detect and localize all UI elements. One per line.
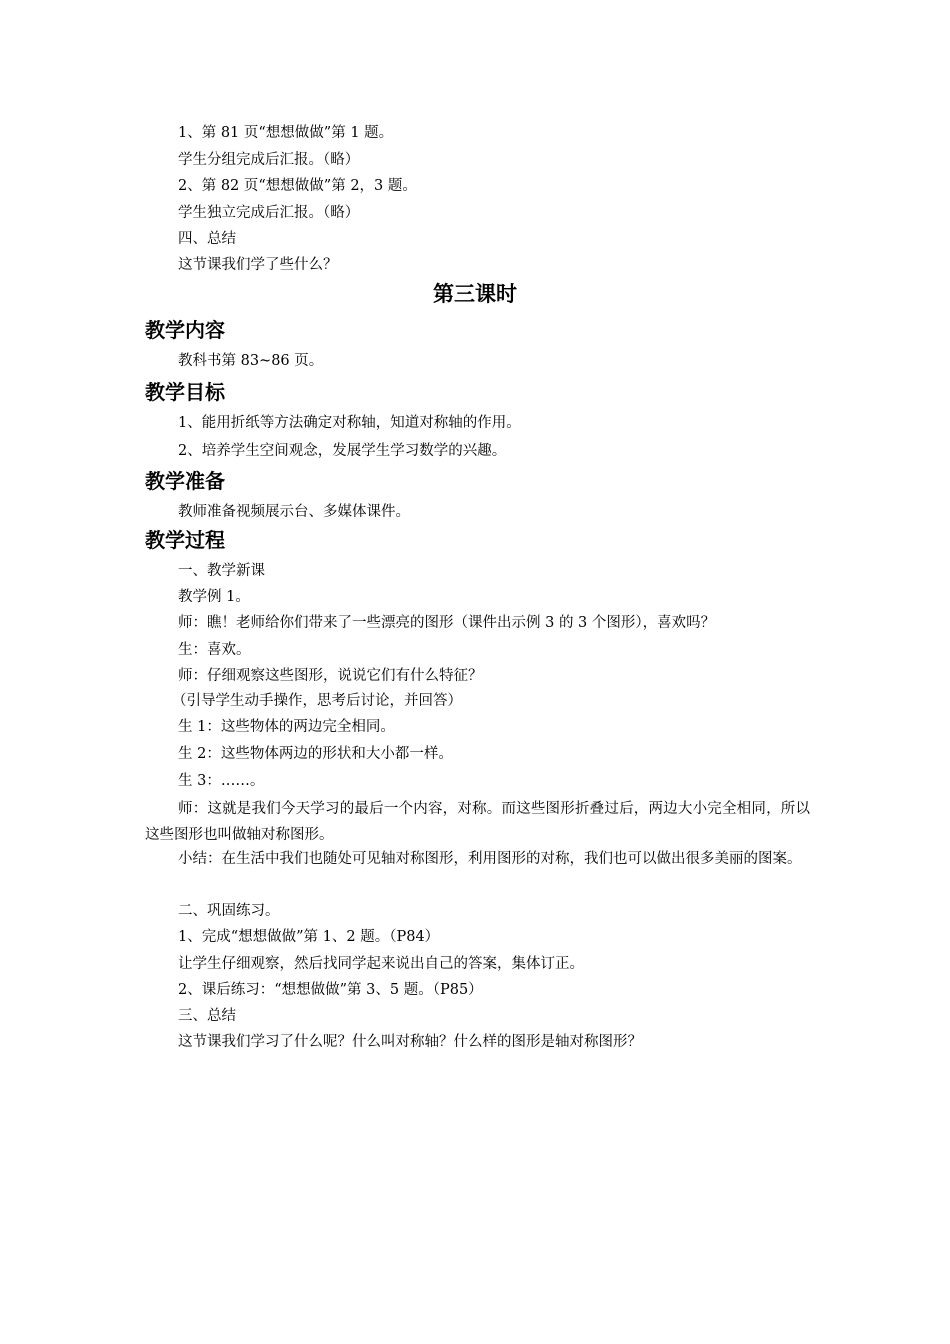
intro-line: 这节课我们学了些什么？: [178, 257, 338, 273]
intro-line: 学生独立完成后汇报。（略）: [178, 205, 360, 221]
practice-line: 二、巩固练习。: [178, 903, 280, 919]
process-line: 生：喜欢。: [178, 642, 251, 658]
heading-prep: 教学准备: [145, 469, 225, 493]
heading-process: 教学过程: [145, 528, 225, 552]
heading-content: 教学内容: [145, 318, 225, 342]
process-line: （引导学生动手操作，思考后讨论，并回答）: [172, 693, 462, 709]
process-line: 一、教学新课: [178, 563, 265, 579]
practice-line: 让学生仔细观察，然后找同学起来说出自己的答案，集体订正。: [178, 956, 584, 972]
process-line: 教学例 1。: [178, 589, 250, 605]
process-line: 生 2：这些物体两边的形状和大小都一样。: [178, 746, 453, 762]
process-line: 师：仔细观察这些图形，说说它们有什么特征？: [178, 668, 483, 684]
intro-line: 四、总结: [178, 231, 236, 247]
intro-line: 1、第 81 页“想想做做”第 1 题。: [178, 125, 394, 141]
process-line: 生 1：这些物体的两边完全相同。: [178, 719, 395, 735]
process-paragraph: 师：这就是我们今天学习的最后一个内容，对称。而这些图形折叠过后，两边大小完全相同，所以这些图形也叫做轴对称图形。: [145, 801, 810, 843]
goal-item: 2、培养学生空间观念，发展学生学习数学的兴趣。: [178, 443, 507, 459]
process-line: 生 3：……。: [178, 773, 265, 789]
page-title: 第三课时: [433, 282, 517, 306]
heading-goals: 教学目标: [145, 380, 225, 404]
prep-text: 教师准备视频展示台、多媒体课件。: [178, 504, 410, 520]
goal-item: 1、能用折纸等方法确定对称轴，知道对称轴的作用。: [178, 415, 521, 431]
practice-line: 三、总结: [178, 1008, 236, 1024]
practice-line: 这节课我们学习了什么呢？什么叫对称轴？什么样的图形是轴对称图形？: [178, 1034, 642, 1050]
practice-line: 1、完成“想想做做”第 1、2 题。（P84）: [178, 929, 440, 945]
content-text: 教科书第 83~86 页。: [178, 353, 324, 369]
summary-paragraph: 小结：在生活中我们也随处可见轴对称图形，利用图形的对称，我们也可以做出很多美丽的图案。: [178, 851, 802, 867]
practice-line: 2、课后练习：“想想做做”第 3、5 题。（P85）: [178, 982, 483, 998]
intro-line: 学生分组完成后汇报。（略）: [178, 152, 360, 168]
intro-line: 2、第 82 页“想想做做”第 2，3 题。: [178, 178, 417, 194]
process-line: 师：瞧！老师给你们带来了一些漂亮的图形（课件出示例 3 的 3 个图形），喜欢吗？: [178, 615, 716, 631]
